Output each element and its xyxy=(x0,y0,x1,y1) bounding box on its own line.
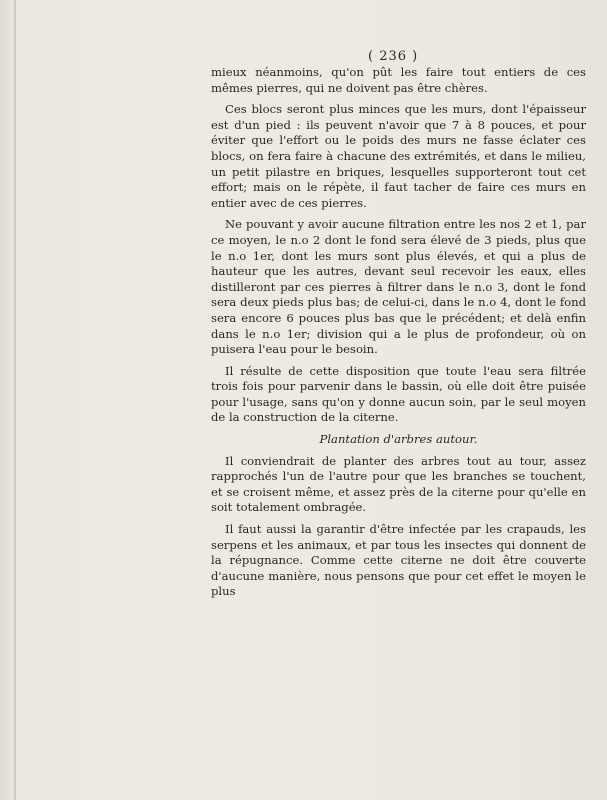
paragraph-4: Il résulte de cette disposition que toute l'eau sera filtrée trois fois pour parvenir dans le bassin, où elle doit être puisée pour l'usage, sans qu'on y donne aucun soin, par le seul moyen de la construction de la citerne. xyxy=(211,363,586,425)
paragraph-2: Ces blocs seront plus minces que les murs, dont l'épaisseur est d'un pied : ils peuvent n'avoir que 7 à 8 pouces, et pour éviter que l'effort ou le poids des murs ne fasse éclater ces blocs, on fera faire à chacune des extrémités, et dans le milieu, un petit pilastre en briques, lesquelles supporteront tout cet effort; mais on le répète, il faut tacher de faire ces murs en entier avec de ces pierres. xyxy=(211,102,586,210)
paragraph-5: Il conviendrait de planter des arbres tout au tour, assez rapprochés l'un de l'autre pour que les branches se touchent, et se croisent même, et assez près de la citerne pour qu'elle en soit totalement ombragée. xyxy=(211,453,586,515)
body-text xyxy=(211,65,586,606)
page-number: ( 236 ) xyxy=(368,49,419,64)
paragraph-1: mieux néanmoins, qu'on pût les faire tout entiers de ces mêmes pierres, qui ne doivent pas être chères. xyxy=(211,65,586,95)
page-gutter xyxy=(14,0,16,800)
section-heading: Plantation d'arbres autour. xyxy=(319,432,478,447)
paragraph-3: Ne pouvant y avoir aucune filtration entre les nos 2 et 1, par ce moyen, le n.o 2 dont le fond sera élevé de 3 pieds, plus que le n.o 1er, dont les murs sont plus élevés, et qui a plus de hauteur que les autres, devant seul recevoir les eaux, elles distilleront par ces pierres à filtrer dans le n.o 3, dont le fond sera deux pieds plus bas; de celui-ci, dans le n.o 4, dont le fond sera encore 6 pouces plus bas que le précédent; et delà enfin dans le n.o 1er; division qui a le plus de profondeur, où on puisera l'eau pour le besoin. xyxy=(211,217,586,357)
paragraph-6: Il faut aussi la garantir d'être infectée par les crapauds, les serpens et les animaux, et par tous les insectes qui donnent de la répugnance. Comme cette citerne ne doit être couverte d'aucune manière, nous pensons que pour cet effet le moyen le plus xyxy=(211,522,586,599)
